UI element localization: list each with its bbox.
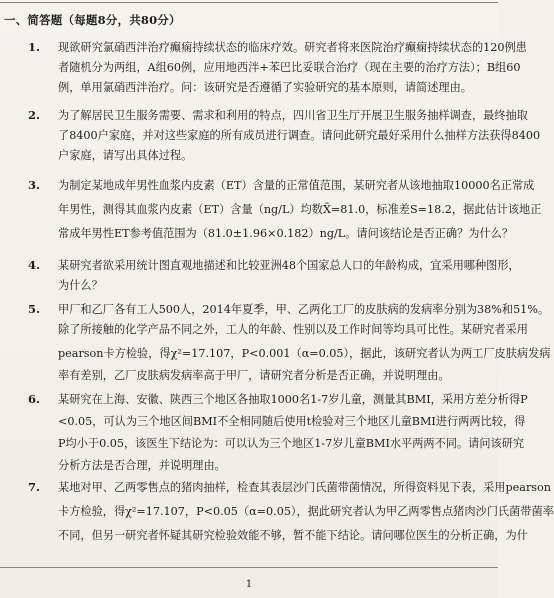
page-number: 1 bbox=[245, 579, 253, 590]
question-text-line: 常成年男性ET参考值范围为（81.0±1.96×0.182）ng/L。请问该结论是否正确？为什么？ bbox=[58, 227, 514, 240]
section-title: 一、简答题（每题8分，共80分） bbox=[4, 13, 181, 27]
question-number: 2. bbox=[28, 108, 41, 122]
question-text-line: <0.05，可认为三个地区间BMI不全相同随后使用t检验对三个地区儿童BMI进行两两比较，得 bbox=[58, 415, 526, 428]
question-text-line: 分析方法是否合理，并说明理由。 bbox=[58, 459, 226, 472]
question-text-line: 者随机分为两组，A组60例，应用地西泮+苯巴比妥联合治疗（现在主要的治疗方法）；B组60 bbox=[58, 61, 521, 74]
question-number: 5. bbox=[28, 302, 41, 316]
question-text-line: 为什么？ bbox=[58, 279, 103, 292]
question-text-line: 为了解居民卫生服务需要、需求和利用的特点，四川省卫生厅开展卫生服务抽样调查，最终抽取 bbox=[58, 109, 528, 122]
question-text-line: 率有差别，乙厂皮肤病发病率高于甲厂，请研究者分析是否正确，并说明理由。 bbox=[58, 369, 450, 382]
question-number: 7. bbox=[28, 480, 41, 494]
question-text-line: 现欲研究氯硝西泮治疗癫痫持续状态的临床疗效。研究者将来医院治疗癫痫持续状态的120例患 bbox=[58, 41, 527, 54]
question-text-line: 例，单用氯硝西泮治疗。问：该研究是否遵循了实验研究的基本原则，请简述理由。 bbox=[58, 81, 472, 94]
question-number: 1. bbox=[28, 40, 41, 54]
question-text-line: 某地对甲、乙两零售点的猪肉抽样，检查其表层沙门氏菌带菌情况，所得资料见下表，采用pearson bbox=[58, 481, 551, 494]
question-text-line: P均小于0.05，该医生下结论为：可以认为三个地区1-7岁儿童BMI水平两两不同。请问该研究 bbox=[58, 437, 525, 450]
question-text-line: 卡方检验，得χ²=17.107，P<0.05（α=0.05），据此研究者认为甲乙两零售点猪肉沙门氏菌带菌率 bbox=[58, 505, 554, 518]
question-text-line: 为制定某地成年男性血浆内皮素（ET）含量的正常值范围，某研究者从该地抽取10000名正常成 bbox=[58, 179, 535, 192]
question-text-line: pearson卡方检验，得χ²=17.107，P<0.001（α=0.05），据此，该研究者认为两工厂皮肤病发病 bbox=[58, 347, 551, 360]
bottom-rule bbox=[0, 567, 498, 568]
question-text-line: 年男性，测得其血浆内皮素（ET）含量（ng/L）均数X̄=81.0，标准差S=18.2，据此估计该地正 bbox=[58, 203, 542, 216]
question-text-line: 某研究在上海、安徽、陕西三个地区各抽取1000名1-7岁儿童，测量其BMI，采用方差分析得P bbox=[58, 393, 528, 406]
question-text-line: 不同，但另一研究者怀疑其研究检验效能不够，暂不能下结论。请问哪位医生的分析正确，为什 bbox=[58, 529, 528, 542]
top-rule bbox=[0, 2, 498, 3]
question-text-line: 了8400户家庭，并对这些家庭的所有成员进行调查。请问此研究最好采用什么抽样方法获得8400 bbox=[58, 129, 541, 142]
question-number: 3. bbox=[28, 178, 41, 192]
question-text-line: 除了所接触的化学产品不同之外，工人的年龄、性别以及工作时间等均具可比性。某研究者采用 bbox=[58, 323, 528, 336]
question-number: 4. bbox=[28, 258, 41, 272]
question-number: 6. bbox=[28, 392, 41, 406]
question-text-line: 户家庭，请写出具体过程。 bbox=[58, 149, 193, 162]
question-text-line: 甲厂和乙厂各有工人500人，2014年夏季，甲、乙两化工厂的皮肤病的发病率分别为38%和51%。 bbox=[58, 303, 550, 316]
question-text-line: 某研究者欲采用统计图直观地描述和比较亚洲48个国家总人口的年龄构成，宜采用哪种图形， bbox=[58, 259, 520, 272]
